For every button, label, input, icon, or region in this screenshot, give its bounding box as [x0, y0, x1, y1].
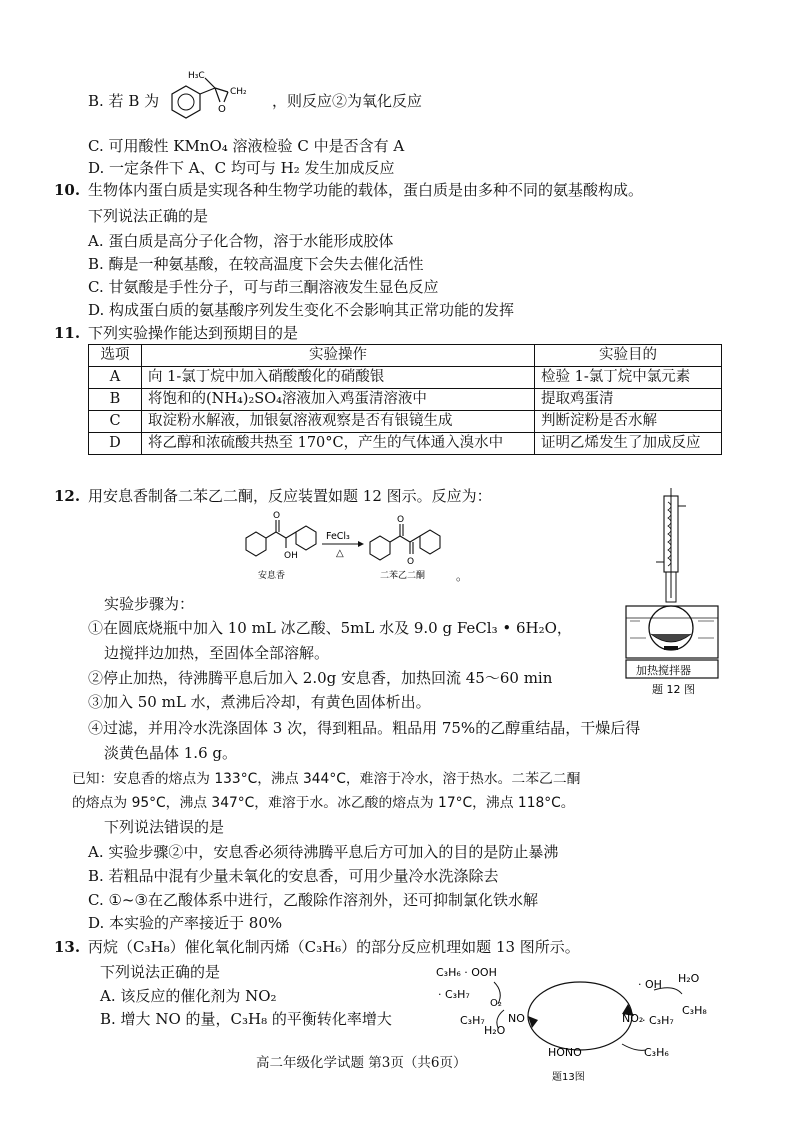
fig12-caption: 题 12 图 [652, 683, 695, 696]
q13-question: 下列说法正确的是 [100, 963, 221, 981]
q10-option-c: C. 甘氨酸是手性分子，可与茚三酮溶液发生显色反应 [88, 278, 439, 296]
q13-mechanism-diagram [432, 962, 722, 1086]
table-cell-option: A [89, 367, 142, 389]
reagent-label: FeCl₃ [326, 531, 350, 542]
c3h6-ooh-label: C₃H₆ · OOH [436, 966, 497, 979]
q10-option-a: A. 蛋白质是高分子化合物，溶于水能形成胶体 [88, 232, 394, 250]
heating-stirrer-label: 加热搅拌器 [636, 664, 691, 677]
q12-step-3: ③加入 50 mL 水，煮沸后冷却，有黄色固体析出。 [88, 693, 431, 711]
table-cell-goal: 证明乙烯发生了加成反应 [535, 433, 722, 455]
q12-note-1: 已知：安息香的熔点为 133°C，沸点 344°C，难溶于冷水，溶于热水。二苯乙二酮 [72, 771, 581, 787]
table-cell-goal: 判断淀粉是否水解 [535, 411, 722, 433]
h2o-left-label: H₂O [484, 1024, 506, 1037]
hono-label: HONO [548, 1046, 582, 1059]
q11-number: 11. [54, 324, 81, 342]
q12-option-a: A. 实验步骤②中，安息香必须待沸腾平息后方可加入的目的是防止暴沸 [88, 843, 559, 861]
table-row [89, 367, 722, 389]
q10-option-d: D. 构成蛋白质的氨基酸序列发生变化不会影响其正常功能的发挥 [88, 301, 515, 319]
o2-label: O₂ [490, 998, 502, 1009]
fig13-caption: 题13图 [552, 1072, 585, 1083]
carbonyl-o-label: O [273, 511, 281, 521]
q9-ch3-label: H₃C [188, 71, 205, 81]
q12-step-4: ④过滤，并用冷水洗涤固体 3 次，得到粗品。粗品用 75%的乙醇重结晶，干燥后得 [88, 719, 641, 737]
round-bottom-flask [649, 606, 693, 650]
table-header: 实验操作 [142, 345, 535, 367]
q12-number: 12. [54, 487, 81, 505]
q9-option-b-text: B. 若 B 为 [88, 92, 160, 110]
q13-stem: 丙烷（C₃H₈）催化氧化制丙烯（C₃H₆）的部分反应机理如题 13 图所示。 [88, 938, 580, 956]
table-header: 实验目的 [535, 345, 722, 367]
q11-table [88, 344, 722, 455]
oh-radical-label: · OH [638, 978, 662, 991]
q12-note-2: 的熔点为 95°C，沸点 347°C，难溶于水。冰乙酸的熔点为 17°C，沸点 118°C。 [72, 795, 575, 811]
q12-option-d: D. 本实验的产率接近于 80% [88, 914, 283, 932]
hydroxyl-label: OH [284, 551, 298, 561]
q9-o-label: O [218, 104, 226, 115]
q9-ch2-label: CH₂ [230, 87, 247, 97]
benzene-ring [246, 532, 266, 556]
table-cell-operation: 向 1-氯丁烷中加入硝酸酸化的硝酸银 [142, 367, 535, 389]
q9-option-b [88, 91, 159, 111]
q12-step-1: ①在圆底烧瓶中加入 10 mL 冰乙酸、5mL 水及 9.0 g FeCl₃ • 6H₂O， [88, 619, 572, 637]
h2o-right-label: H₂O [678, 972, 700, 985]
table-cell-operation: 将饱和的(NH₄)₂SO₄溶液加入鸡蛋清溶液中 [142, 389, 535, 411]
table-cell-operation: 将乙醇和浓硫酸共热至 170°C，产生的气体通入溴水中 [142, 433, 535, 455]
benzene-ring [296, 526, 316, 550]
c3h7-radical-right: · C₃H₇ [642, 1014, 674, 1027]
q12-step-1-cont: 边搅拌边加热，至固体全部溶解。 [104, 644, 330, 662]
q13-option-b: B. 增大 NO 的量，C₃H₈ 的平衡转化率增大 [100, 1010, 392, 1028]
q12-question: 下列说法错误的是 [104, 818, 225, 836]
table-cell-goal: 检验 1-氯丁烷中氯元素 [535, 367, 722, 389]
q10-number: 10. [54, 181, 81, 199]
table-cell-option: B [89, 389, 142, 411]
table-cell-option: C [89, 411, 142, 433]
q12-option-c: C. ①~③在乙酸体系中进行，乙酸除作溶剂外，还可抑制氯化铁水解 [88, 891, 538, 909]
q12-apparatus-figure [618, 488, 728, 698]
q10-stem: 生物体内蛋白质是实现各种生物学功能的载体，蛋白质是由多种不同的氨基酸构成。 [88, 181, 644, 199]
q10-question: 下列说法正确的是 [88, 207, 209, 225]
carbonyl-o-label: O [397, 515, 405, 525]
table-header-row [89, 345, 722, 367]
page-footer: 高二年级化学试题 第3页（共6页） [256, 1055, 467, 1071]
scheme-period: 。 [456, 569, 469, 583]
table-row [89, 389, 722, 411]
table-row [89, 411, 722, 433]
q9-option-b-post: ，则反应②为氧化反应 [272, 92, 423, 110]
no2-label: NO₂ [622, 1012, 644, 1025]
q9-structure-epoxide [160, 68, 272, 124]
q9-option-c: C. 可用酸性 KMnO₄ 溶液检验 C 中是否含有 A [88, 137, 405, 155]
carbonyl-o-label: O [407, 557, 415, 567]
c3h6-label: C₃H₆ [644, 1046, 669, 1059]
c3h8-label: C₃H₈ [682, 1004, 707, 1017]
c3h7-radical-left: · C₃H₇ [438, 988, 470, 1001]
q12-option-b: B. 若粗品中混有少量未氧化的安息香，可用少量冷水洗涤除去 [88, 867, 499, 885]
table-header: 选项 [89, 345, 142, 367]
table-cell-operation: 取淀粉水解液，加银氨溶液观察是否有银镜生成 [142, 411, 535, 433]
q10-option-b: B. 酶是一种氨基酸，在较高温度下会失去催化活性 [88, 255, 424, 273]
benzene-ring [420, 530, 440, 554]
q12-step-2: ②停止加热，待沸腾平息后加入 2.0g 安息香，加热回流 45～60 min [88, 669, 553, 687]
table-cell-option: D [89, 433, 142, 455]
catalytic-cycle [528, 982, 632, 1050]
q13-number: 13. [54, 938, 81, 956]
q11-stem: 下列实验操作能达到预期目的是 [88, 324, 299, 342]
no-label: NO [508, 1012, 525, 1025]
q13-option-a: A. 该反应的催化剂为 NO₂ [100, 987, 277, 1005]
table-cell-goal: 提取鸡蛋清 [535, 389, 722, 411]
q12-reaction-scheme [228, 508, 478, 588]
benzene-ring [370, 536, 390, 560]
table-row [89, 433, 722, 455]
reactant-name: 安息香 [258, 571, 286, 581]
c3h7-h2o-label: C₃H₇ [460, 1014, 485, 1027]
product-name: 二苯乙二酮 [380, 571, 426, 581]
q12-steps-title: 实验步骤为： [104, 595, 195, 613]
q12-stem: 用安息香制备二苯乙二酮，反应装置如题 12 图示。反应为： [88, 487, 492, 505]
heat-label: △ [336, 548, 344, 559]
q12-step-4-cont: 淡黄色晶体 1.6 g。 [104, 744, 237, 762]
q9-option-d: D. 一定条件下 A、C 均可与 H₂ 发生加成反应 [88, 159, 395, 177]
